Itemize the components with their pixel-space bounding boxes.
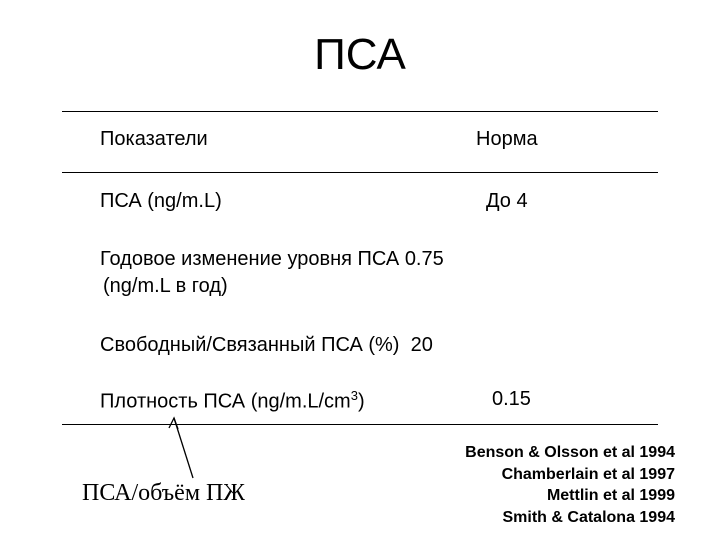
- density-label-post: ): [357, 390, 365, 413]
- references: [465, 442, 675, 528]
- column-header-norm: Норма: [476, 128, 538, 150]
- velocity-value: 0.75: [404, 248, 444, 270]
- psa-value: До 4: [486, 190, 528, 212]
- reference-item: Benson & Olsson et al 1994: [465, 444, 675, 461]
- reference-item: Smith & Catalona 1994: [502, 508, 675, 526]
- psa-label: ПСА (ng/m.L): [100, 190, 222, 212]
- density-value: 0.15: [492, 388, 531, 410]
- column-header-indicator: Показатели: [100, 128, 208, 150]
- ratio-label-text: Свободный/Связанный ПСА (%): [100, 334, 400, 356]
- density-label-pre: Плотность ПСА (ng/m.L/cm: [100, 390, 351, 413]
- annotation-text: ПСА/объём ПЖ: [82, 480, 245, 506]
- density-label-sup: 3: [350, 388, 358, 403]
- reference-item: Chamberlain et al 1997: [501, 465, 675, 483]
- velocity-label-line2: (ng/m.L в год): [103, 275, 228, 297]
- velocity-label-line1: Годовое изменение уровня ПСА: [100, 248, 400, 270]
- page-title: ПСА: [314, 30, 406, 79]
- ratio-value: 20: [410, 334, 433, 356]
- reference-item: Mettlin et al 1999: [546, 487, 675, 504]
